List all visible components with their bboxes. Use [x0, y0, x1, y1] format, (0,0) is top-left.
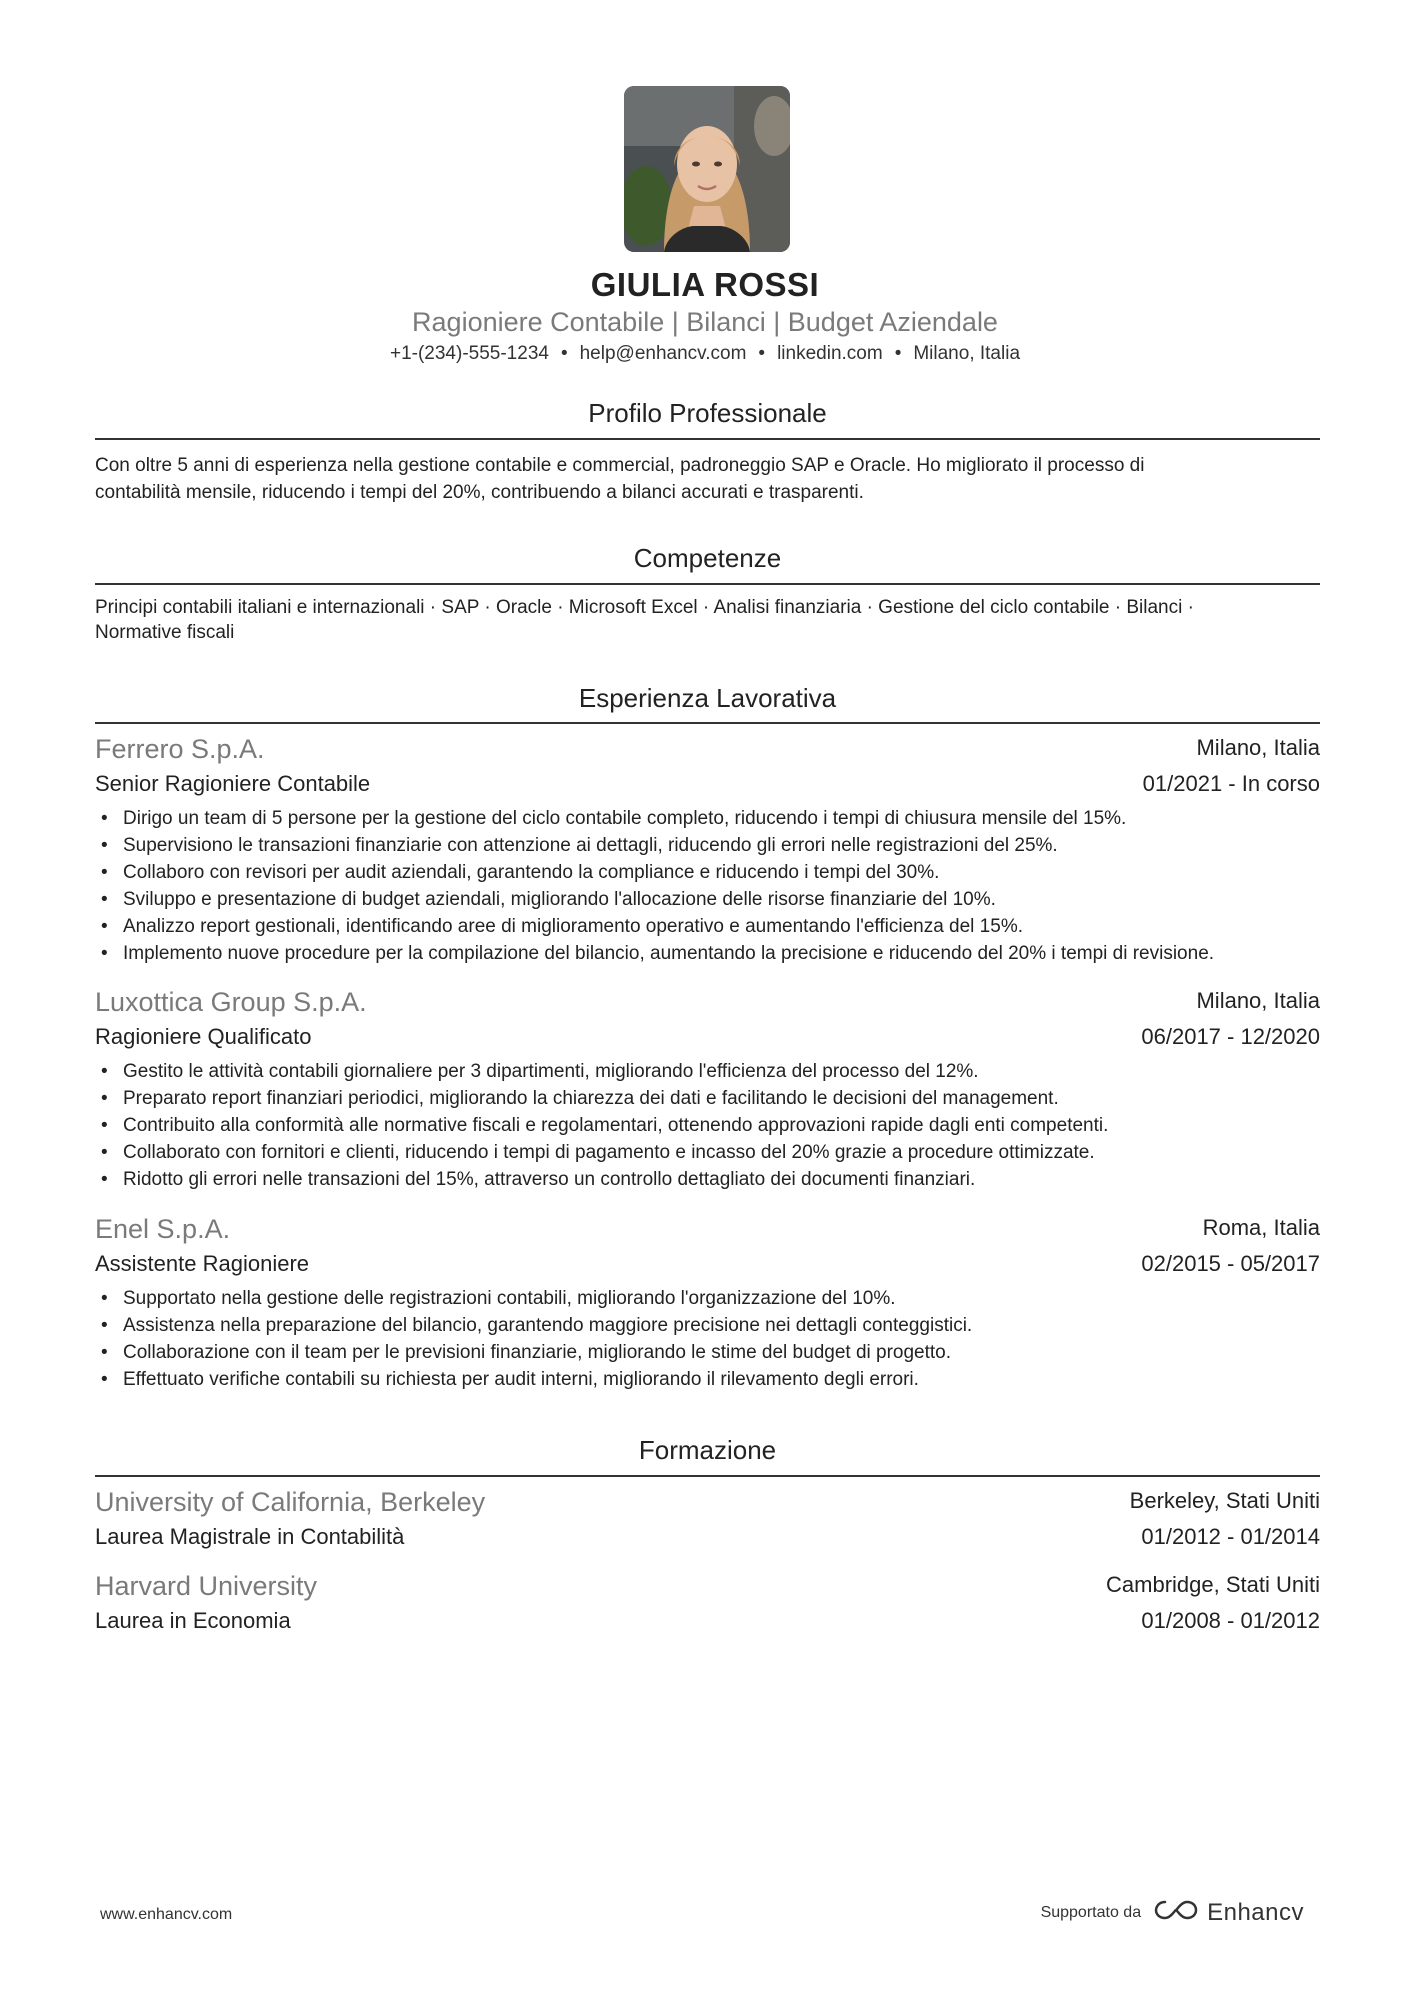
enhancv-logo-icon	[1153, 1898, 1199, 1927]
job-role: Senior Ragioniere Contabile	[95, 771, 371, 796]
skills-line: Principi contabili italiani e internazionali · SAP · Oracle · Microsoft Excel · Analisi finanziaria · Gestione del ciclo contabile · Bilanci ·	[95, 597, 1194, 618]
job-bullets	[95, 1285, 1330, 1393]
bullet-item: • Collaborato con fornitori e clienti, riducendo i tempi di pagamento e incasso del 20% grazie a procedure ottimizzate.	[95, 1139, 1330, 1166]
bullet-item: • Effettuato verifiche contabili su richiesta per audit interni, migliorando il rilevamento degli errori.	[95, 1366, 1330, 1393]
skills-line: Normative fiscali	[95, 622, 235, 643]
section-divider	[95, 438, 1320, 440]
section-title-experience: Esperienza Lavorativa	[578, 683, 837, 713]
separator-dot: •	[894, 343, 902, 364]
edu-school: University of California, Berkeley	[95, 1487, 486, 1517]
profile-line: Con oltre 5 anni di esperienza nella gestione contabile e commercial, padroneggio SAP e Oracle. Ho migliorato il processo di	[95, 455, 1145, 476]
job-company: Luxottica Group S.p.A.	[95, 987, 367, 1017]
phone[interactable]: +1-(234)-555-1234	[389, 343, 549, 364]
bullet-item: • Implemento nuove procedure per la compilazione del bilancio, aumentando la precisione e riducendo del 20% i tempi di revisione.	[95, 940, 1330, 967]
edu-dates: 01/2012 - 01/2014	[1141, 1524, 1320, 1549]
contact-info	[0, 343, 1410, 365]
bullet-item: • Supportato nella gestione delle registrazioni contabili, migliorando l'organizzazione del 10%.	[95, 1285, 1330, 1312]
job-dates: 02/2015 - 05/2017	[1141, 1251, 1320, 1276]
edu-location: Berkeley, Stati Uniti	[1129, 1488, 1320, 1513]
footer-website[interactable]: www.enhancv.com	[100, 1906, 233, 1923]
candidate-headline: Ragioniere Contabile | Bilanci | Budget Aziendale	[412, 307, 998, 337]
job-location: Milano, Italia	[1196, 988, 1320, 1013]
bullet-item: • Analizzo report gestionali, identificando aree di miglioramento operativo e aumentando l'efficienza del 15%.	[95, 913, 1330, 940]
job-location: Roma, Italia	[1202, 1215, 1320, 1240]
job-bullets	[95, 805, 1330, 967]
bullet-item: • Supervisiono le transazioni finanziarie con attenzione ai dettagli, riducendo gli errori nelle registrazioni del 25%.	[95, 832, 1330, 859]
bullet-item: • Collaboro con revisori per audit aziendali, garantendo la compliance e riducendo i tempi del 30%.	[95, 859, 1330, 886]
bullet-item: • Assistenza nella preparazione del bilancio, garantendo maggiore precisione nei dettagli conteggistici.	[95, 1312, 1330, 1339]
job-company: Enel S.p.A.	[95, 1214, 231, 1244]
job-role: Assistente Ragioniere	[95, 1251, 310, 1276]
candidate-name: GIULIA ROSSI	[590, 266, 820, 303]
edu-school: Harvard University	[95, 1571, 318, 1601]
section-title-skills: Competenze	[633, 543, 782, 573]
bullet-item: • Contribuito alla conformità alle normative fiscali e regolamentari, ottenendo approvazioni rapide dagli enti competenti.	[95, 1112, 1330, 1139]
bullet-item: • Dirigo un team di 5 persone per la gestione del ciclo contabile completo, riducendo i tempi di chiusura mensile del 15%.	[95, 805, 1330, 832]
bullet-item: • Ridotto gli errori nelle transazioni del 15%, attraverso un controllo dettagliato dei documenti finanziari.	[95, 1166, 1330, 1193]
job-bullets	[95, 1058, 1330, 1193]
section-title-education: Formazione	[638, 1435, 777, 1465]
edu-location: Cambridge, Stati Uniti	[1106, 1572, 1320, 1597]
job-location: Milano, Italia	[1196, 735, 1320, 760]
email[interactable]: help@enhancv.com	[579, 343, 747, 364]
skills-list	[95, 595, 1320, 645]
profile-photo	[624, 86, 790, 252]
separator-dot: •	[560, 343, 568, 364]
section-divider	[95, 583, 1320, 585]
job-dates: 01/2021 - In corso	[1142, 771, 1320, 796]
edu-dates: 01/2008 - 01/2012	[1141, 1608, 1320, 1633]
section-divider	[95, 1475, 1320, 1477]
bullet-item: • Gestito le attività contabili giornaliere per 3 dipartimenti, migliorando l'efficienza del processo del 12%.	[95, 1058, 1330, 1085]
brand-name: Enhancv	[1207, 1898, 1304, 1926]
job-company: Ferrero S.p.A.	[95, 734, 265, 764]
edu-degree: Laurea Magistrale in Contabilità	[95, 1524, 405, 1549]
powered-by-label: Supportato da	[1040, 1903, 1142, 1921]
job-role: Ragioniere Qualificato	[95, 1024, 312, 1049]
section-divider	[95, 722, 1320, 724]
footer-branding	[1041, 1898, 1304, 1927]
section-title-profile: Profilo Professionale	[588, 398, 827, 428]
profile-summary	[95, 452, 1320, 506]
job-dates: 06/2017 - 12/2020	[1141, 1024, 1320, 1049]
bullet-item: • Preparato report finanziari periodici, migliorando la chiarezza dei dati e facilitando le decisioni del management.	[95, 1085, 1330, 1112]
profile-line: contabilità mensile, riducendo i tempi del 20%, contribuendo a bilanci accurati e trasparenti.	[95, 482, 864, 503]
location: Milano, Italia	[913, 343, 1021, 364]
bullet-item: • Collaborazione con il team per le previsioni finanziarie, migliorando le stime del budget di progetto.	[95, 1339, 1330, 1366]
bullet-item: • Sviluppo e presentazione di budget aziendali, migliorando l'allocazione delle risorse finanziarie del 10%.	[95, 886, 1330, 913]
separator-dot: •	[758, 343, 766, 364]
edu-degree: Laurea in Economia	[95, 1608, 291, 1633]
linkedin-link[interactable]: linkedin.com	[777, 343, 883, 364]
